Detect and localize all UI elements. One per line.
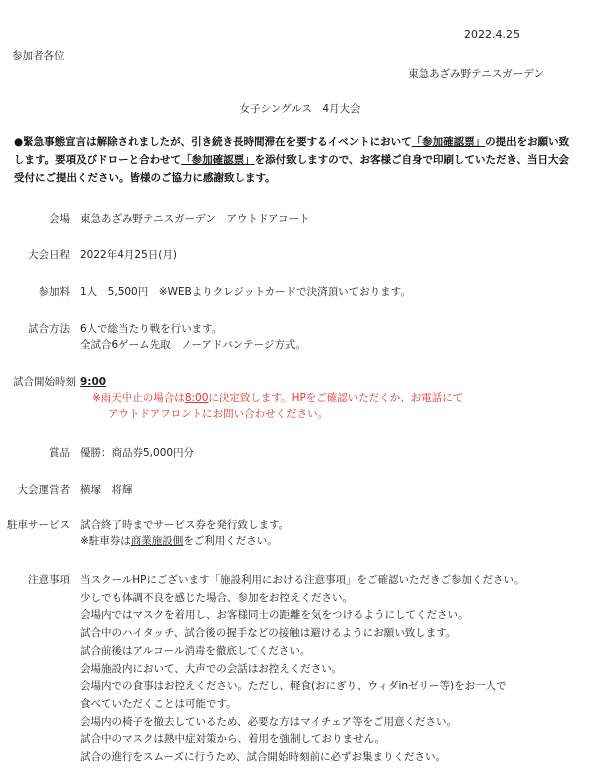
format-line-1: 6人で総当たり戦を行います。	[80, 323, 223, 335]
caution-item: 会場施設内において、大声での会話はお控えください。	[80, 662, 343, 675]
date-label: 大会日程	[28, 249, 70, 261]
parking-label: 駐車サービス	[7, 519, 70, 531]
prize-value: 優勝：商品券5,000円分	[80, 447, 195, 459]
rain-note-line-1	[80, 390, 463, 406]
fee-value: 1人 5,500円 ※WEBよりクレジットカードで決済頂いております。	[80, 286, 411, 298]
format-line-2: 全試合6ゲーム先取 ノーアドバンテージ方式。	[80, 339, 306, 351]
start-value	[80, 374, 463, 422]
venue-label: 会場	[49, 213, 70, 225]
format-label: 試合方法	[28, 323, 70, 335]
caution-item: 試合の進行をスムーズに行うため、試合開始時刻前に必ずお集まりください。	[80, 751, 447, 764]
start-label: 試合開始時刻	[13, 376, 76, 388]
parking-line-2-pre: ※駐車券は	[80, 535, 131, 547]
notice-underline-2: 「参加確認票」	[181, 154, 255, 166]
caution-item: 食べていただくことは可能です。	[80, 697, 237, 710]
commercial-facility-link: 商業施設側	[130, 535, 184, 547]
caution-item: 会場内での食事はお控えください。ただし、軽食(おにぎり、ウィダinゼリー等)をお一人で	[80, 680, 507, 693]
caution-item: 試合中のハイタッチ、試合後の握手などの接触は避けるようにお願い致します。	[80, 627, 457, 640]
start-time: 9:00	[80, 376, 107, 388]
caution-item: 試合中のマスクは熱中症対策から、着用を強制しておりません。	[80, 733, 386, 746]
rain-note-line-2: アウトドアフロントにお問い合わせください。	[108, 408, 329, 420]
recipients-line: 参加者各位	[12, 50, 65, 62]
caution-item: 試合前後はアルコール消毒を徹底してください。	[80, 644, 311, 657]
document-date: 2022.4.25	[464, 28, 520, 41]
notice-text-1: ●緊急事態宣言は解除されましたが、引き続き長時間滞在を要するイベントにおいて	[14, 136, 412, 148]
organizer-name: 東急あざみ野テニスガーデン	[408, 68, 544, 80]
prize-label: 賞品	[49, 447, 70, 459]
notice-paragraph	[14, 133, 574, 187]
parking-line-1: 試合終了時までサービス券を発行致します。	[80, 519, 290, 531]
caution-item: 少しでも体調不良を感じた場合、参加をお控えください。	[80, 591, 353, 604]
caution-item: 会場内ではマスクを着用し、お客様同士の距離を気をつけるようにしてください。	[80, 609, 469, 622]
event-title: 女子シングルス 4月大会	[239, 103, 361, 115]
cautions-label: 注意事項	[28, 574, 70, 586]
parking-value	[80, 517, 289, 549]
fee-label: 参加料	[38, 286, 70, 298]
rain-note-pre: ※雨天中止の場合は	[92, 392, 185, 404]
parking-line-2	[80, 533, 289, 549]
cautions-list	[80, 572, 525, 767]
venue-value: 東急あざみ野テニスガーデン アウトドアコート	[80, 213, 310, 225]
notice-text-2: の提出をお願い致します。要項及びドローと合わせて	[14, 136, 570, 166]
rain-decision-time: 8:00	[184, 392, 209, 404]
manager-label: 大会運営者	[17, 484, 70, 496]
parking-line-2-post: をご利用ください。	[183, 535, 278, 547]
caution-item: 当スクールHPにございます「施設利用における注意事項」をご確認いただきご参加ください。	[80, 574, 525, 586]
rain-note-post: に決定致します。HPをご確認いただくか、お電話にて	[208, 392, 464, 404]
manager-value: 横塚 将輝	[80, 484, 133, 496]
format-value	[80, 321, 306, 353]
date-value: 2022年4月25日(月)	[80, 249, 177, 261]
notice-text-3: を添付致しますので、お客様ご自身で印刷していただき、当日大会受付にご提出ください。皆様のご協力に感謝致します。	[14, 154, 570, 184]
notice-underline-1: 「参加確認票」	[411, 136, 486, 148]
caution-item: 会場内の椅子を撤去しているため、必要な方はマイチェア等をご用意ください。	[80, 715, 458, 728]
